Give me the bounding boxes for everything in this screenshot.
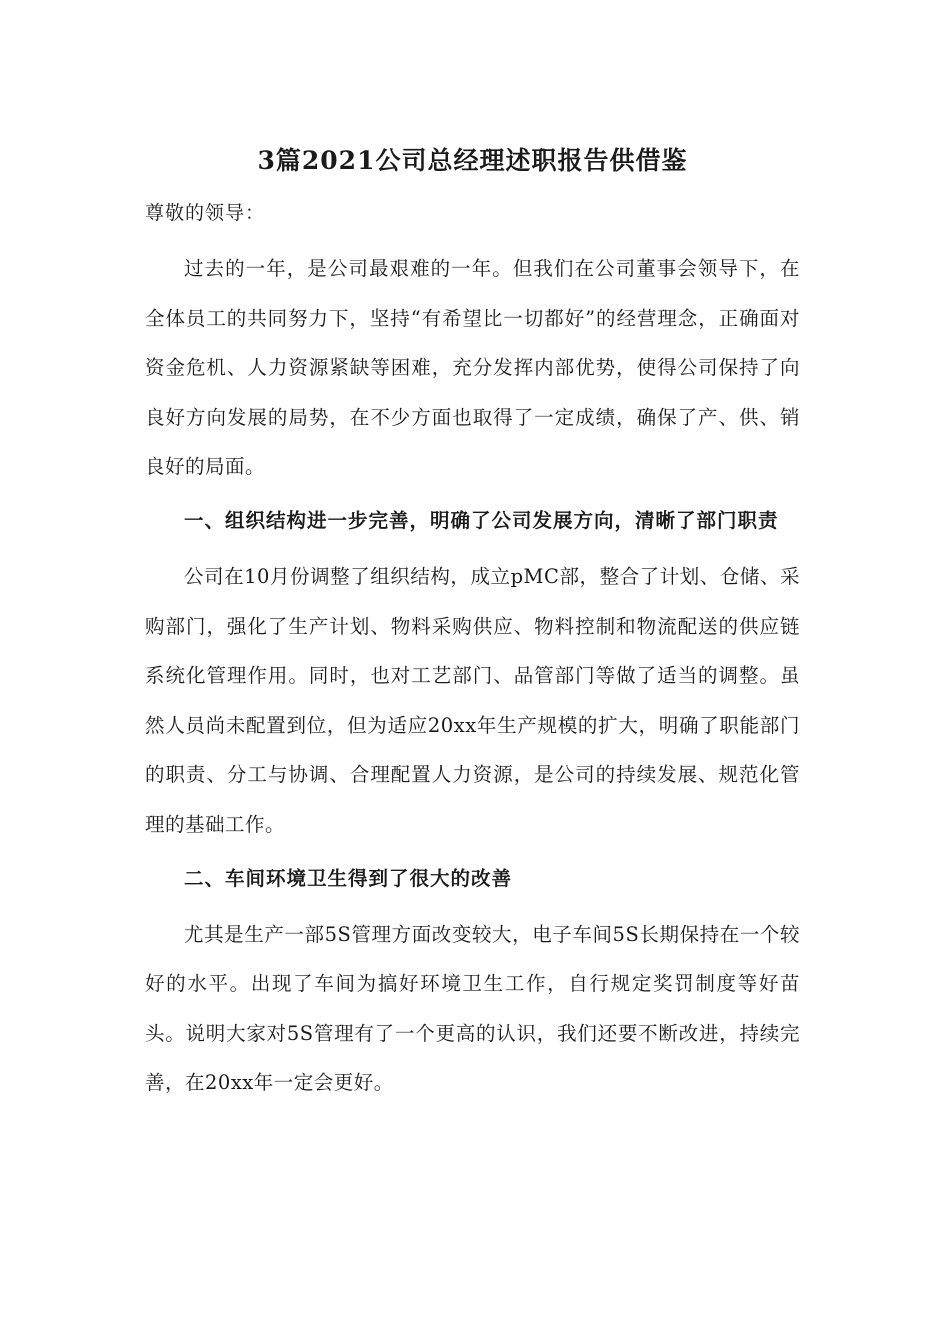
section-heading-2: 二、车间环境卫生得到了很大的改善 (184, 866, 513, 890)
salutation: 尊敬的领导： (145, 202, 266, 224)
section-body-1: 公司在10月份调整了组织结构，成立pMC部，整合了计划、仓储、采购部门，强化了生产计划、物料采购供应、物料控制和物流配送的供应链系统化管理作用。同时，也对工艺部门、品管部门等做了适当的调整。虽然人员尚未配置到位，但为适应20xx年生产规模的扩大，明确了职能部门的职责、分工与协调、合理配置人力资源，是公司的持续发展、规范化管理的基础工作。 (145, 564, 800, 836)
intro-paragraph: 过去的一年，是公司最艰难的一年。但我们在公司董事会领导下，在全体员工的共同努力下，坚持“有希望比一切都好”的经营理念，正确面对资金危机、人力资源紧缺等困难，充分发挥内部优势，使得公司保持了向良好方向发展的局势，在不少方面也取得了一定成绩，确保了产、供、销良好的局面。 (145, 257, 800, 479)
section-heading-1: 一、组织结构进一步完善，明确了公司发展方向，清晰了部门职责 (184, 508, 779, 532)
section-body-2: 尤其是生产一部5S管理方面改变较大，电子车间5S长期保持在一个较好的水平。出现了车间为搞好环境卫生工作，自行规定奖罚制度等好苗头。说明大家对5S管理有了一个更高的认识，我们还要不断改进，持续完善，在20xx年一定会更好。 (145, 922, 800, 1095)
document-title: 3篇2021公司总经理述职报告供借鉴 (257, 146, 688, 175)
